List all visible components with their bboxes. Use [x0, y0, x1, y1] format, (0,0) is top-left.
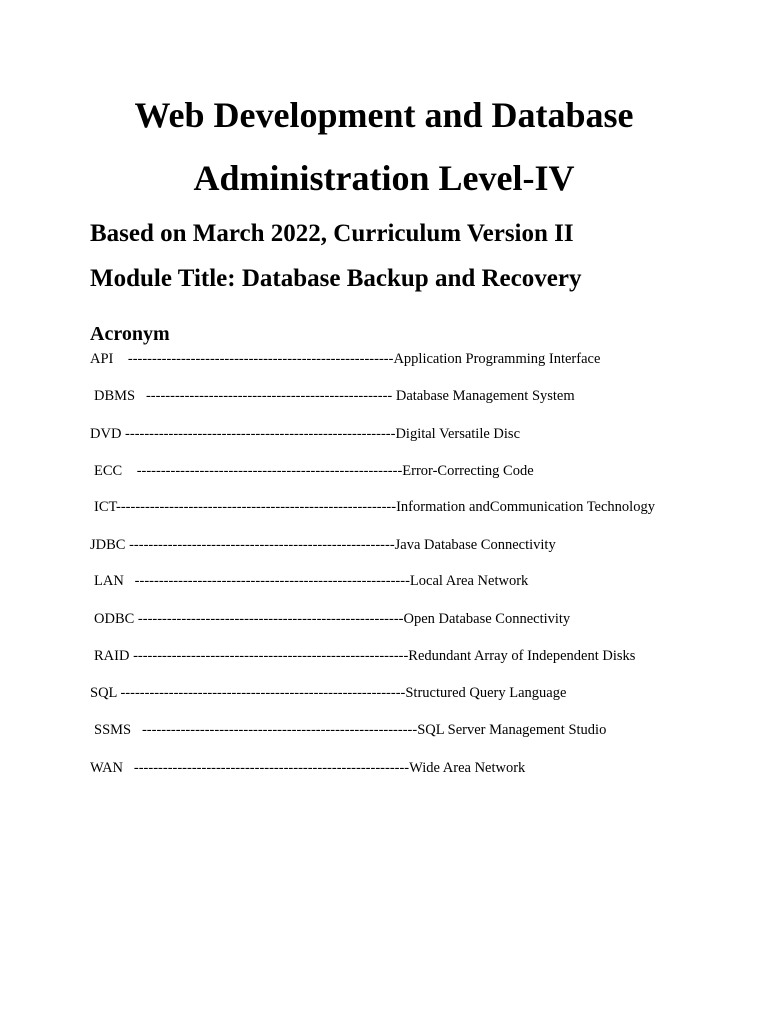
- acronym-entry-odbc: ODBC -------------------------------------------------------Open Database Connectivity: [94, 611, 571, 627]
- document-title-line-1: Web Development and Database: [134, 95, 634, 135]
- acronym-entry-lan: LAN ---------------------------------------------------------Local Area Network: [94, 573, 529, 589]
- acronym-entry-dbms: DBMS --------------------------------------------------- Database Management System: [94, 388, 575, 404]
- acronym-entry-api: API -------------------------------------------------------Application Programming Interface: [90, 351, 601, 367]
- module-title: Module Title: Database Backup and Recovery: [90, 265, 582, 292]
- curriculum-version: Based on March 2022, Curriculum Version II: [90, 220, 574, 247]
- acronym-entry-jdbc: JDBC -------------------------------------------------------Java Database Connectivity: [90, 537, 556, 553]
- acronym-entry-ecc: ECC -------------------------------------------------------Error-Correcting Code: [94, 463, 534, 479]
- acronym-entry-ict: ICT----------------------------------------------------------Information andCommunication Technology: [94, 499, 655, 515]
- acronym-entry-ssms: SSMS ---------------------------------------------------------SQL Server Management Studio: [94, 722, 607, 738]
- document-title-line-2: Administration Level-IV: [193, 158, 575, 198]
- acronym-entry-dvd: DVD --------------------------------------------------------Digital Versatile Disc: [90, 426, 521, 442]
- acronym-entry-raid: RAID ---------------------------------------------------------Redundant Array of Independent Disks: [94, 648, 636, 664]
- acronym-entry-sql: SQL -----------------------------------------------------------Structured Query Language: [90, 685, 567, 701]
- acronym-entry-wan: WAN ---------------------------------------------------------Wide Area Network: [90, 760, 526, 776]
- acronym-heading: Acronym: [90, 323, 170, 345]
